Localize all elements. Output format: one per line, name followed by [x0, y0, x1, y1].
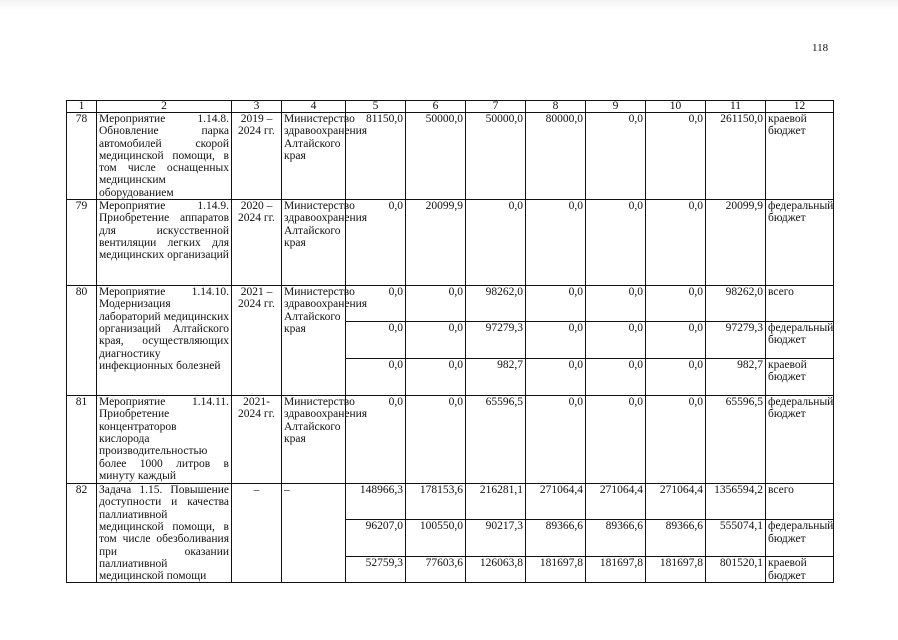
amount-cell: 0,0 [646, 113, 706, 200]
row-number: 79 [67, 200, 97, 286]
amount-cell: 89366,6 [646, 520, 706, 557]
column-number: 6 [406, 101, 466, 113]
amount-cell: 0,0 [406, 322, 466, 359]
amount-cell: 96207,0 [346, 520, 406, 557]
amount-cell: 0,0 [586, 286, 646, 322]
column-number: 5 [346, 101, 406, 113]
measure-name: Мероприятие 1.14.9. Приобретение аппаратов для искусственной вентиляции легких для медицинских организаций [97, 200, 232, 286]
period: – [232, 484, 282, 583]
page-number: 118 [812, 42, 829, 54]
amount-cell: 80000,0 [526, 113, 586, 200]
period: 2021 – 2024 гг. [232, 286, 282, 396]
amount-cell: 0,0 [646, 322, 706, 359]
scan-top-edge [0, 0, 898, 10]
amount-cell: 77603,6 [406, 557, 466, 583]
table-row [67, 484, 834, 520]
amount-cell: 0,0 [646, 359, 706, 396]
budget-table [66, 100, 834, 583]
amount-cell: 0,0 [466, 200, 526, 286]
amount-cell: 216281,1 [466, 484, 526, 520]
table-row [67, 396, 834, 484]
row-number: 82 [67, 484, 97, 583]
amount-cell: 0,0 [526, 359, 586, 396]
amount-cell: 81150,0 [346, 113, 406, 200]
funding-source: краевой бюджет [766, 113, 834, 200]
funding-source: федеральный бюджет [766, 520, 834, 557]
column-number: 4 [282, 101, 346, 113]
measure-name: Мероприятие 1.14.11. Приобретение концентраторов кислорода производительностью более 1000 литров в минуту каждый [97, 396, 232, 484]
amount-cell: 98262,0 [706, 286, 766, 322]
funding-source: всего [766, 286, 834, 322]
amount-cell: 50000,0 [406, 113, 466, 200]
amount-cell: 555074,1 [706, 520, 766, 557]
amount-cell: 0,0 [346, 359, 406, 396]
measure-name: Мероприятие 1.14.8. Обновление парка автомобилей скорой медицинской помощи, в том числе оснащенных медицинским оборудованием [97, 113, 232, 200]
amount-cell: 98262,0 [466, 286, 526, 322]
amount-cell: 148966,3 [346, 484, 406, 520]
amount-cell: 0,0 [526, 322, 586, 359]
period: 2020 – 2024 гг. [232, 200, 282, 286]
funding-source: федеральный бюджет [766, 322, 834, 359]
executor: Министерство здравоохранения Алтайского края [282, 396, 346, 484]
funding-source: федеральный бюджет [766, 396, 834, 484]
table-row [67, 113, 834, 200]
amount-cell: 52759,3 [346, 557, 406, 583]
amount-cell: 982,7 [706, 359, 766, 396]
measure-name: Задача 1.15. Повышение доступности и качества паллиативной медицинской помощи, в том числе обезболивания при оказании паллиативной медицинской помощи [97, 484, 232, 583]
column-number: 1 [67, 101, 97, 113]
amount-cell: 89366,6 [586, 520, 646, 557]
amount-cell: 20099,9 [406, 200, 466, 286]
period: 2021-2024 гг. [232, 396, 282, 484]
amount-cell: 0,0 [526, 396, 586, 484]
column-number: 3 [232, 101, 282, 113]
amount-cell: 50000,0 [466, 113, 526, 200]
amount-cell: 65596,5 [466, 396, 526, 484]
amount-cell: 97279,3 [466, 322, 526, 359]
funding-source: краевой бюджет [766, 359, 834, 396]
amount-cell: 982,7 [466, 359, 526, 396]
period: 2019 – 2024 гг. [232, 113, 282, 200]
amount-cell: 181697,8 [586, 557, 646, 583]
amount-cell: 89366,6 [526, 520, 586, 557]
amount-cell: 0,0 [526, 286, 586, 322]
amount-cell: 0,0 [586, 200, 646, 286]
amount-cell: 0,0 [646, 286, 706, 322]
funding-source: краевой бюджет [766, 557, 834, 583]
amount-cell: 20099,9 [706, 200, 766, 286]
amount-cell: 0,0 [346, 322, 406, 359]
executor: Министерство здравоохранения Алтайского края [282, 113, 346, 200]
amount-cell: 0,0 [646, 396, 706, 484]
executor: Министерство здравоохранения Алтайского края [282, 200, 346, 286]
amount-cell: 0,0 [586, 396, 646, 484]
table-row [67, 200, 834, 286]
amount-cell: 0,0 [406, 396, 466, 484]
column-number: 10 [646, 101, 706, 113]
amount-cell: 181697,8 [526, 557, 586, 583]
amount-cell: 0,0 [406, 286, 466, 322]
amount-cell: 801520,1 [706, 557, 766, 583]
column-number: 12 [766, 101, 834, 113]
column-number: 9 [586, 101, 646, 113]
amount-cell: 271064,4 [646, 484, 706, 520]
column-number: 8 [526, 101, 586, 113]
column-number: 11 [706, 101, 766, 113]
row-number: 78 [67, 113, 97, 200]
amount-cell: 181697,8 [646, 557, 706, 583]
amount-cell: 0,0 [526, 200, 586, 286]
executor: – [282, 484, 346, 583]
amount-cell: 178153,6 [406, 484, 466, 520]
amount-cell: 0,0 [346, 200, 406, 286]
measure-name: Мероприятие 1.14.10. Модернизация лабораторий медицинских организаций Алтайского края, осуществляющих диагностику инфекционных болезней [97, 286, 232, 396]
amount-cell: 100550,0 [406, 520, 466, 557]
amount-cell: 0,0 [406, 359, 466, 396]
amount-cell: 65596,5 [706, 396, 766, 484]
amount-cell: 1356594,2 [706, 484, 766, 520]
row-number: 80 [67, 286, 97, 396]
amount-cell: 0,0 [586, 359, 646, 396]
amount-cell: 271064,4 [586, 484, 646, 520]
amount-cell: 271064,4 [526, 484, 586, 520]
amount-cell: 0,0 [346, 286, 406, 322]
amount-cell: 261150,0 [706, 113, 766, 200]
amount-cell: 97279,3 [706, 322, 766, 359]
column-number: 7 [466, 101, 526, 113]
row-number: 81 [67, 396, 97, 484]
column-number-row [67, 101, 834, 113]
table-row [67, 286, 834, 322]
amount-cell: 0,0 [586, 113, 646, 200]
amount-cell: 0,0 [646, 200, 706, 286]
funding-source: федеральный бюджет [766, 200, 834, 286]
column-number: 2 [97, 101, 232, 113]
funding-source: всего [766, 484, 834, 520]
amount-cell: 90217,3 [466, 520, 526, 557]
executor: Министерство здравоохранения Алтайского края [282, 286, 346, 396]
amount-cell: 126063,8 [466, 557, 526, 583]
amount-cell: 0,0 [346, 396, 406, 484]
amount-cell: 0,0 [586, 322, 646, 359]
